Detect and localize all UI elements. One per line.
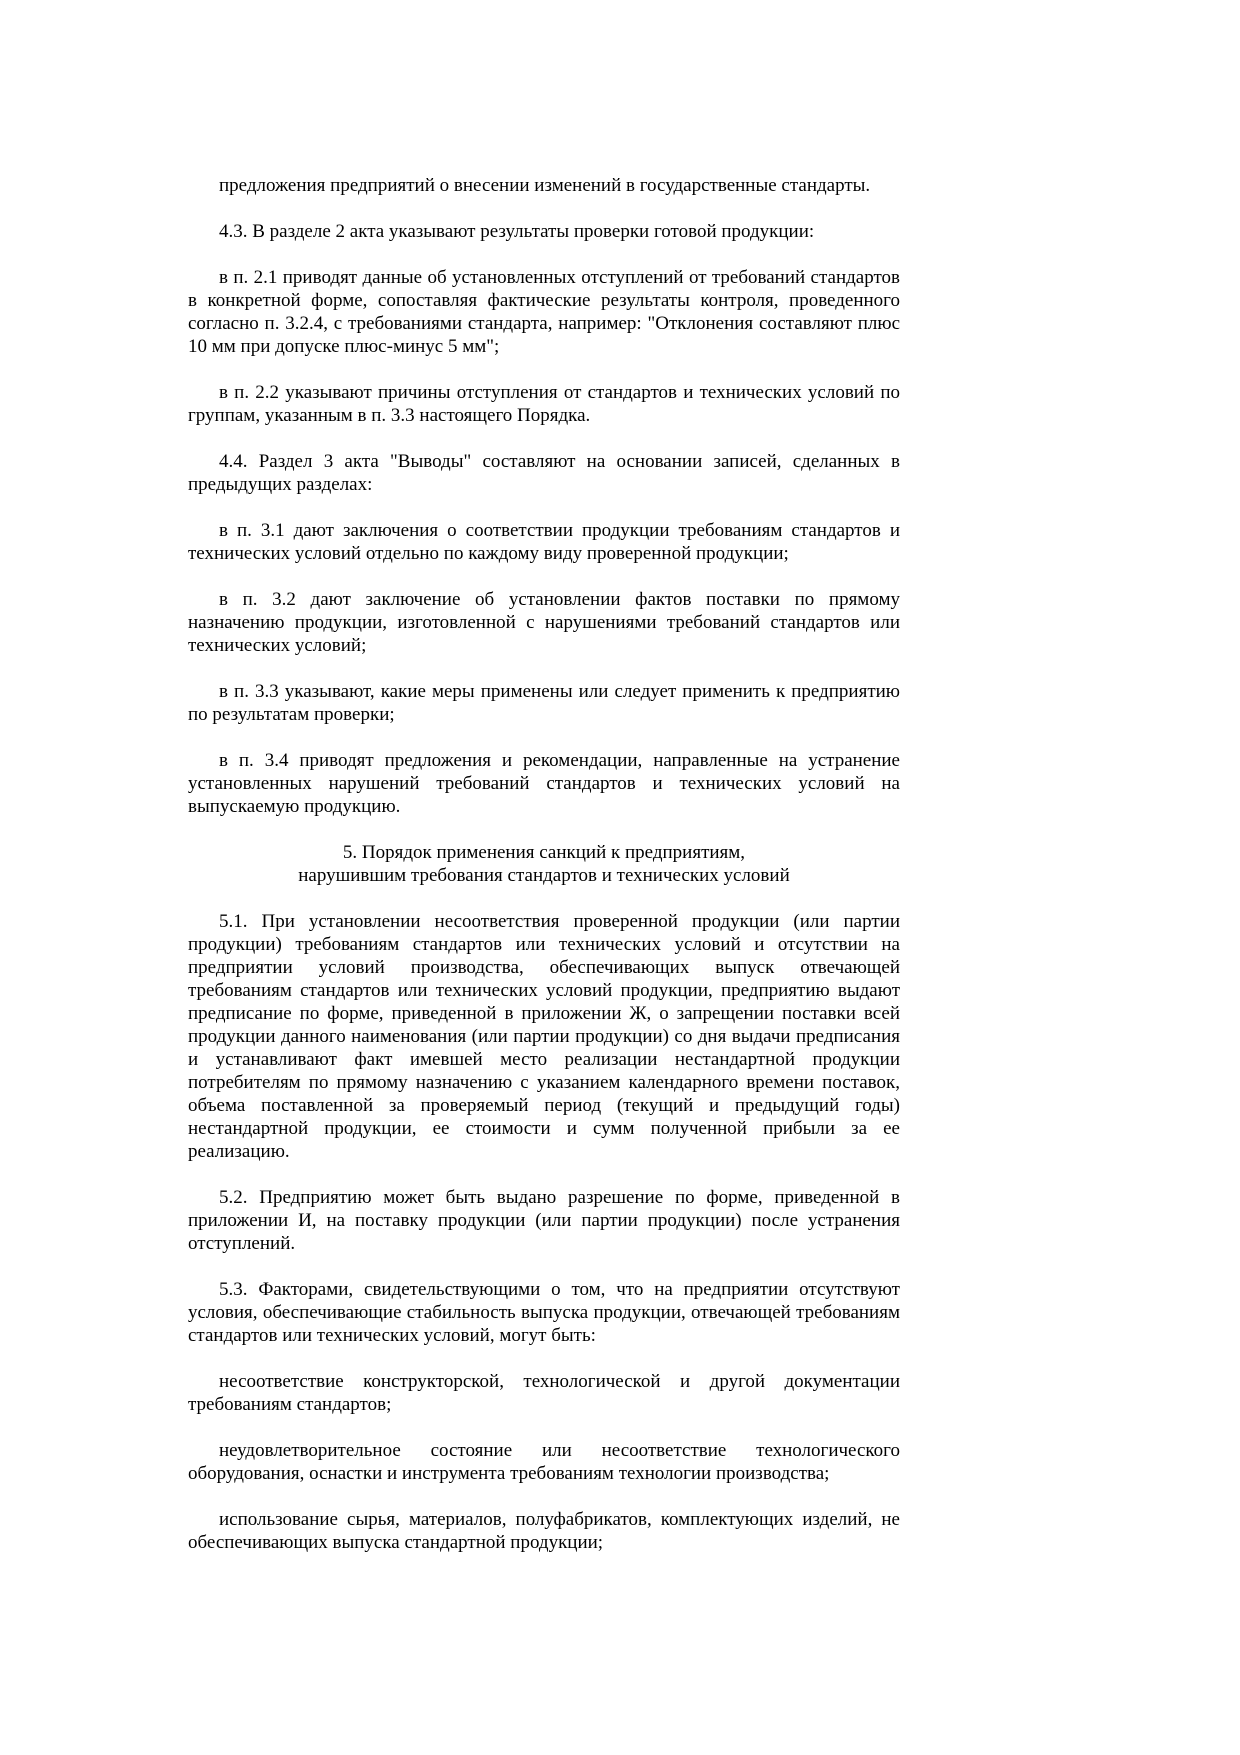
- section-heading-line: 5. Порядок применения санкций к предприятиям,: [342, 842, 746, 863]
- paragraph: неудовлетворительное состояние или несоответствие технологического оборудования, оснастки и инструмента требованиям технологии производства;: [188, 1440, 900, 1484]
- paragraph: несоответствие конструкторской, технологической и другой документации требованиям стандартов;: [188, 1371, 900, 1415]
- paragraph: 5.2. Предприятию может быть выдано разрешение по форме, приведенной в приложении И, на поставку продукции (или партии продукции) после устранения отступлений.: [188, 1187, 900, 1254]
- paragraph: 4.4. Раздел 3 акта "Выводы" составляют на основании записей, сделанных в предыдущих разделах:: [188, 451, 900, 495]
- section-heading: [188, 841, 900, 887]
- paragraph: 5.3. Факторами, свидетельствующими о том, что на предприятии отсутствуют условия, обеспечивающие стабильность выпуска продукции, отвечающей требованиям стандартов или технических условий, могут быть:: [188, 1279, 900, 1346]
- paragraph: в п. 3.4 приводят предложения и рекомендации, направленные на устранение установленных нарушений требований стандартов и технических условий на выпускаемую продукцию.: [188, 750, 900, 817]
- paragraph: в п. 3.2 дают заключение об установлении фактов поставки по прямому назначению продукции, изготовленной с нарушениями требований стандартов или технических условий;: [188, 589, 900, 656]
- paragraph: 5.1. При установлении несоответствия проверенной продукции (или партии продукции) требованиям стандартов или технических условий и отсутствии на предприятии условий производства, обеспечивающих выпуск отвечающей требованиям стандартов или технических условий продукции, предприятию выдают предписание по форме, приведенной в приложении Ж, о запрещении поставки всей продукции данного наименования (или партии продукции) со дня выдачи предписания и устанавливают факт имевшей место реализации нестандартной продукции потребителям по прямому назначению с указанием календарного времени поставок, объема поставленной за проверяемый период (текущий и предыдущий годы) нестандартной продукции, ее стоимости и сумм полученной прибыли за ее реализацию.: [188, 911, 900, 1162]
- section-heading-line: нарушившим требования стандартов и технических условий: [298, 865, 790, 886]
- paragraph: в п. 3.1 дают заключения о соответствии продукции требованиям стандартов и технических условий отдельно по каждому виду проверенной продукции;: [188, 520, 900, 564]
- paragraph: использование сырья, материалов, полуфабрикатов, комплектующих изделий, не обеспечивающих выпуска стандартной продукции;: [188, 1509, 900, 1553]
- paragraph: в п. 2.1 приводят данные об установленных отступлений от требований стандартов в конкретной форме, сопоставляя фактические результаты контроля, проведенного согласно п. 3.2.4, с требованиями стандарта, например: "Отклонения составляют плюс 10 мм при допуске плюс-минус 5 мм";: [188, 267, 900, 357]
- paragraph: в п. 2.2 указывают причины отступления от стандартов и технических условий по группам, указанным в п. 3.3 настоящего Порядка.: [188, 382, 900, 426]
- paragraph: предложения предприятий о внесении изменений в государственные стандарты.: [219, 175, 871, 196]
- paragraph: в п. 3.3 указывают, какие меры применены или следует применить к предприятию по результатам проверки;: [188, 681, 900, 725]
- document-body: [188, 174, 900, 1577]
- paragraph: 4.3. В разделе 2 акта указывают результаты проверки готовой продукции:: [219, 221, 815, 242]
